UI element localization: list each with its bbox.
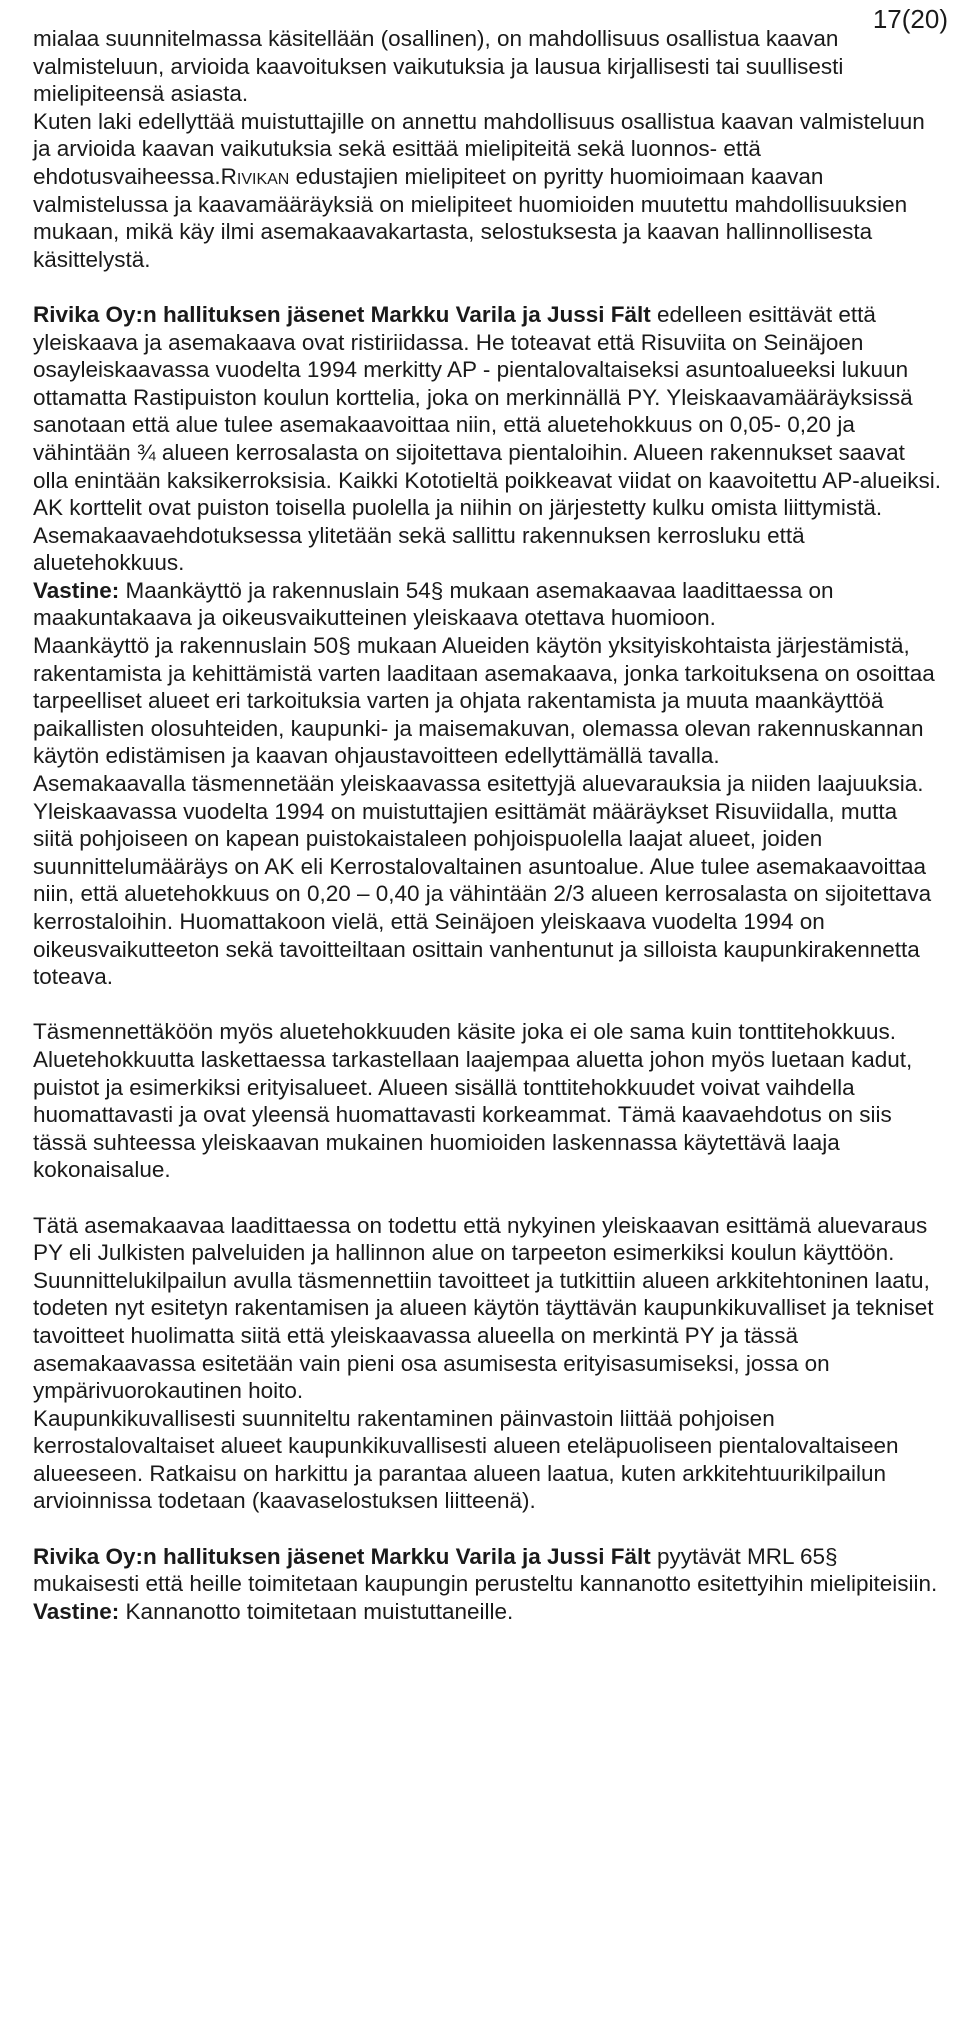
paragraph-2: Kuten laki edellyttää muistuttajille on annettu mahdollisuus osallistua kaavan valmisteluun ja arvioida kaavan vaikutuksia sekä esittää mielipiteitä sekä luonnos- että ehdotusvaiheessa.Rivikan edustajien mielipiteet on pyritty huomioimaan kaavan valmistelussa ja kaavamääräyksiä on mielipiteet huomioiden muutettu mahdollisuuksien mukaan, mikä käy ilmi asemakaavakartasta, selostuksesta ja kaavan hallinnollisesta käsittelystä. <box>33 108 925 272</box>
bold-names: Rivika Oy:n hallituksen jäsenet Markku Varila ja Jussi Fält <box>33 301 651 327</box>
paragraph-3: Rivika Oy:n hallituksen jäsenet Markku Varila ja Jussi Fält edelleen esittävät että yleiskaava ja asemakaava ovat ristiriidassa. He toteavat että Risuviita on Seinäjoen osayleiskaavassa vuodelta 1994 merkitty AP - pientalovaltaiseksi asuntoalueeksi lukuun ottamatta Rastipuiston koulun korttelia, joka on merkinnällä PY. Yleiskaavamääräyksissä sanotaan että alue tulee asemakaavoittaa niin, että aluetehokkuus on 0,05- 0,20 ja vähintään ¾ alueen kerrosalasta on sijoitettava pientaloihin. Alueen rakennukset saavat olla enintään kaksikerroksisia. Kaikki Kototieltä poikkeavat viidat on kaavoitettu AP-alueiksi. AK korttelit ovat puiston toisella puolella ja niihin on järjestetty kulku omista liittymistä. Asemakaavaehdotuksessa ylitetään sekä sallittu rakennuksen kerrosluku että aluetehokkuus. <box>33 301 941 576</box>
bold-names: Rivika Oy:n hallituksen jäsenet Markku Varila ja Jussi Fält <box>33 1543 651 1569</box>
paragraph-4-vastine: Vastine: Maankäyttö ja rakennuslain 54§ mukaan asemakaavaa laadittaessa on maakuntakaava ja oikeusvaikutteinen yleiskaava otettava huomioon. <box>33 577 834 631</box>
paragraph-6: Asemakaavalla täsmennetään yleiskaavassa esitettyjä aluevarauksia ja niiden laajuuksia. Yleiskaavassa vuodelta 1994 on muistuttajien esittämät määräykset Risuviidalla, mutta siitä pohjoiseen on kapean puistokaistaleen pohjoispuolella laajat alueet, joiden suunnittelumääräys on AK eli Kerrostalovaltainen asuntoalue. Alue tulee asemakaavoittaa niin, että aluetehokkuus on 0,20 – 0,40 ja vähintään 2/3 alueen kerrosalasta on sijoitettava kerrostaloihin. Huomattakoon vielä, että Seinäjoen yleiskaava vuodelta 1994 on oikeusvaikutteeton sekä tavoitteiltaan osittain vanhentunut ja silloista kaupunkirakennetta toteava. <box>33 771 932 990</box>
paragraph-11-vastine: Vastine: Kannanotto toimitetaan muistuttaneille. <box>33 1598 514 1624</box>
paragraph-9: Kaupunkikuvallisesti suunniteltu rakentaminen päinvastoin liittää pohjoisen kerrostalovaltaiset alueet kaupunkikuvallisesti alueen eteläpuoliseen pientalovaltaiseen alueeseen. Ratkaisu on harkittu ja parantaa alueen laatua, kuten arkkitehtuurikilpailun arvioinnissa todetaan (kaavaselostuksen liitteenä). <box>33 1405 899 1514</box>
vastine-label: Vastine: <box>33 577 120 603</box>
page-number: 17(20) <box>872 4 948 34</box>
paragraph-1: mialaa suunnitelmassa käsitellään (osallinen), on mahdollisuus osallistua kaavan valmisteluun, arvioida kaavoituksen vaikutuksia ja lausua kirjallisesti tai suullisesti mielipiteensä asiasta. <box>33 26 844 107</box>
vastine-label: Vastine: <box>33 1598 120 1624</box>
rivikan-smallcaps: Rivikan <box>220 163 290 189</box>
paragraph-10: Rivika Oy:n hallituksen jäsenet Markku Varila ja Jussi Fält pyytävät MRL 65§ mukaisesti että heille toimitetaan kaupungin perusteltu kannanotto esitettyihin mielipiteisiin. <box>33 1543 938 1597</box>
document-body <box>33 25 943 1625</box>
paragraph-5: Maankäyttö ja rakennuslain 50§ mukaan Alueiden käytön yksityiskohtaista järjestämistä, rakentamista ja kehittämistä varten laaditaan asemakaava, jonka tarkoituksena on osoittaa tarpeelliset alueet eri tarkoituksia varten ja ohjata rakentamista ja muuta maankäyttöä paikallisten olosuhteiden, kaupunki- ja maisemakuvan, olemassa olevan rakennuskannan käytön edistämisen ja kaavan ohjaustavoitteen edellyttämällä tavalla. <box>33 633 935 769</box>
paragraph-8: Tätä asemakaavaa laadittaessa on todettu että nykyinen yleiskaavan esittämä aluevaraus PY eli Julkisten palveluiden ja hallinnon alue on tarpeeton esimerkiksi koulun käyttöön. Suunnittelukilpailun avulla täsmennettiin tavoitteet ja tutkittiin alueen arkkitehtoninen laatu, todeten nyt esitetyn rakentamisen ja alueen käytön täyttävän kaupunkikuvalliset ja tekniset tavoitteet huolimatta siitä että yleiskaavassa alueella on merkintä PY ja tässä asemakaavassa esitetään vain pieni osa asumisesta erityisasumiseksi, jossa on ympärivuorokautinen hoito. <box>33 1212 934 1404</box>
paragraph-7: Täsmennettäköön myös aluetehokkuuden käsite joka ei ole sama kuin tonttitehokkuus. Aluetehokkuutta laskettaessa tarkastellaan laajempaa aluetta johon myös luetaan kadut, puistot ja esimerkiksi erityisalueet. Alueen sisällä tonttitehokkuudet voivat vaihdella huomattavasti ja ovat yleensä huomattavasti korkeammat. Tämä kaavaehdotus on siis tässä suhteessa yleiskaavan mukainen huomioiden laskennassa käytettävä laaja kokonaisalue. <box>33 1019 913 1183</box>
